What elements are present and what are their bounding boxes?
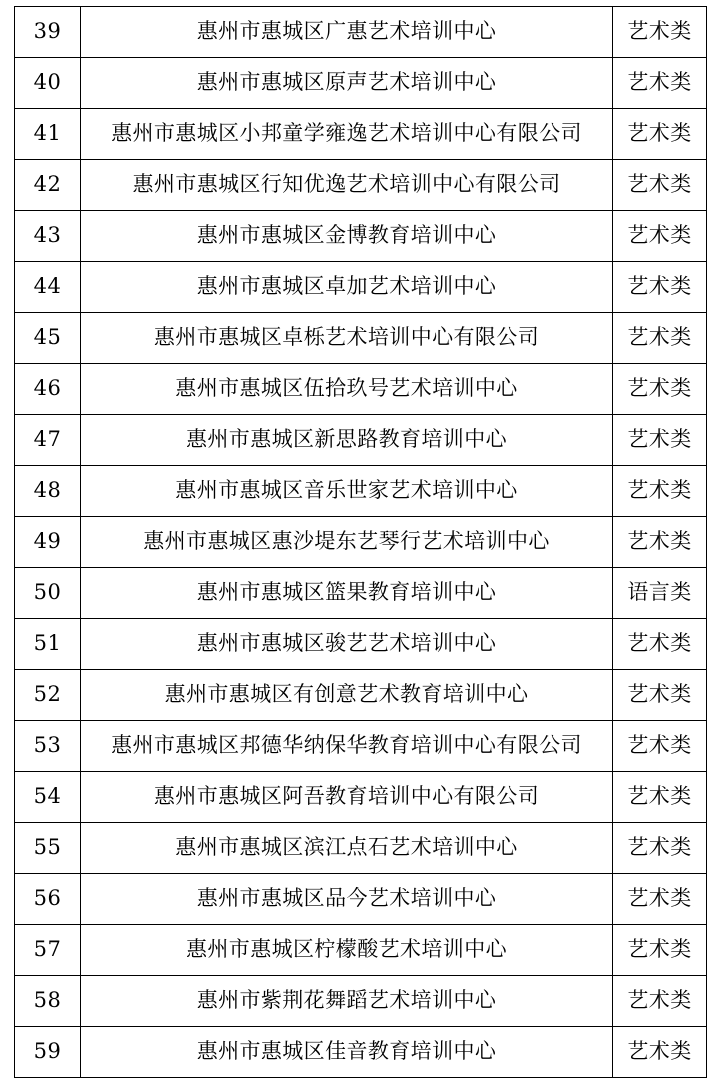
institution-name: 惠州市惠城区有创意艺术教育培训中心 xyxy=(81,670,613,721)
table-row xyxy=(15,517,707,568)
institution-name: 惠州市惠城区音乐世家艺术培训中心 xyxy=(81,466,613,517)
row-index: 54 xyxy=(15,772,81,823)
table-row xyxy=(15,313,707,364)
table-row xyxy=(15,670,707,721)
institution-category: 艺术类 xyxy=(613,262,707,313)
institution-name: 惠州市惠城区惠沙堤东艺琴行艺术培训中心 xyxy=(81,517,613,568)
table-row xyxy=(15,364,707,415)
table-body xyxy=(15,7,707,1078)
institution-name: 惠州市紫荆花舞蹈艺术培训中心 xyxy=(81,976,613,1027)
table-row xyxy=(15,568,707,619)
institution-name: 惠州市惠城区伍拾玖号艺术培训中心 xyxy=(81,364,613,415)
institution-category: 艺术类 xyxy=(613,619,707,670)
row-index: 55 xyxy=(15,823,81,874)
table-row xyxy=(15,874,707,925)
institution-name: 惠州市惠城区原声艺术培训中心 xyxy=(81,58,613,109)
institution-category: 艺术类 xyxy=(613,721,707,772)
row-index: 51 xyxy=(15,619,81,670)
institution-name: 惠州市惠城区新思路教育培训中心 xyxy=(81,415,613,466)
institution-name: 惠州市惠城区柠檬酸艺术培训中心 xyxy=(81,925,613,976)
institution-name: 惠州市惠城区广惠艺术培训中心 xyxy=(81,7,613,58)
institution-name: 惠州市惠城区卓加艺术培训中心 xyxy=(81,262,613,313)
row-index: 52 xyxy=(15,670,81,721)
institution-name: 惠州市惠城区滨江点石艺术培训中心 xyxy=(81,823,613,874)
row-index: 45 xyxy=(15,313,81,364)
institution-category: 艺术类 xyxy=(613,874,707,925)
institution-name: 惠州市惠城区卓栎艺术培训中心有限公司 xyxy=(81,313,613,364)
institution-category: 艺术类 xyxy=(613,976,707,1027)
row-index: 41 xyxy=(15,109,81,160)
institution-category: 艺术类 xyxy=(613,313,707,364)
table-row xyxy=(15,721,707,772)
institution-category: 艺术类 xyxy=(613,772,707,823)
institution-name: 惠州市惠城区行知优逸艺术培训中心有限公司 xyxy=(81,160,613,211)
table-row xyxy=(15,58,707,109)
table-row xyxy=(15,466,707,517)
institution-name: 惠州市惠城区骏艺艺术培训中心 xyxy=(81,619,613,670)
institution-list-table xyxy=(14,6,707,1078)
institution-name: 惠州市惠城区阿吾教育培训中心有限公司 xyxy=(81,772,613,823)
institution-category: 艺术类 xyxy=(613,670,707,721)
institution-category: 艺术类 xyxy=(613,1027,707,1078)
institution-category: 艺术类 xyxy=(613,58,707,109)
row-index: 56 xyxy=(15,874,81,925)
table-row xyxy=(15,976,707,1027)
table-row xyxy=(15,211,707,262)
institution-category: 艺术类 xyxy=(613,466,707,517)
institution-category: 艺术类 xyxy=(613,517,707,568)
row-index: 57 xyxy=(15,925,81,976)
table-row xyxy=(15,619,707,670)
institution-category: 艺术类 xyxy=(613,364,707,415)
institution-category: 艺术类 xyxy=(613,925,707,976)
institution-category: 艺术类 xyxy=(613,7,707,58)
row-index: 46 xyxy=(15,364,81,415)
table-row xyxy=(15,1027,707,1078)
row-index: 48 xyxy=(15,466,81,517)
institution-category: 艺术类 xyxy=(613,160,707,211)
institution-category: 艺术类 xyxy=(613,109,707,160)
row-index: 58 xyxy=(15,976,81,1027)
table-row xyxy=(15,262,707,313)
institution-name: 惠州市惠城区金博教育培训中心 xyxy=(81,211,613,262)
row-index: 53 xyxy=(15,721,81,772)
row-index: 49 xyxy=(15,517,81,568)
row-index: 59 xyxy=(15,1027,81,1078)
table-row xyxy=(15,109,707,160)
table-row xyxy=(15,415,707,466)
institution-category: 艺术类 xyxy=(613,415,707,466)
institution-category: 语言类 xyxy=(613,568,707,619)
table-row xyxy=(15,160,707,211)
row-index: 43 xyxy=(15,211,81,262)
institution-category: 艺术类 xyxy=(613,211,707,262)
row-index: 50 xyxy=(15,568,81,619)
institution-name: 惠州市惠城区小邦童学雍逸艺术培训中心有限公司 xyxy=(81,109,613,160)
row-index: 40 xyxy=(15,58,81,109)
institution-category: 艺术类 xyxy=(613,823,707,874)
row-index: 39 xyxy=(15,7,81,58)
table-row xyxy=(15,823,707,874)
table-row xyxy=(15,772,707,823)
row-index: 42 xyxy=(15,160,81,211)
institution-name: 惠州市惠城区佳音教育培训中心 xyxy=(81,1027,613,1078)
institution-name: 惠州市惠城区邦德华纳保华教育培训中心有限公司 xyxy=(81,721,613,772)
institution-name: 惠州市惠城区篮果教育培训中心 xyxy=(81,568,613,619)
table-row xyxy=(15,7,707,58)
institution-name: 惠州市惠城区品今艺术培训中心 xyxy=(81,874,613,925)
row-index: 47 xyxy=(15,415,81,466)
row-index: 44 xyxy=(15,262,81,313)
table-row xyxy=(15,925,707,976)
